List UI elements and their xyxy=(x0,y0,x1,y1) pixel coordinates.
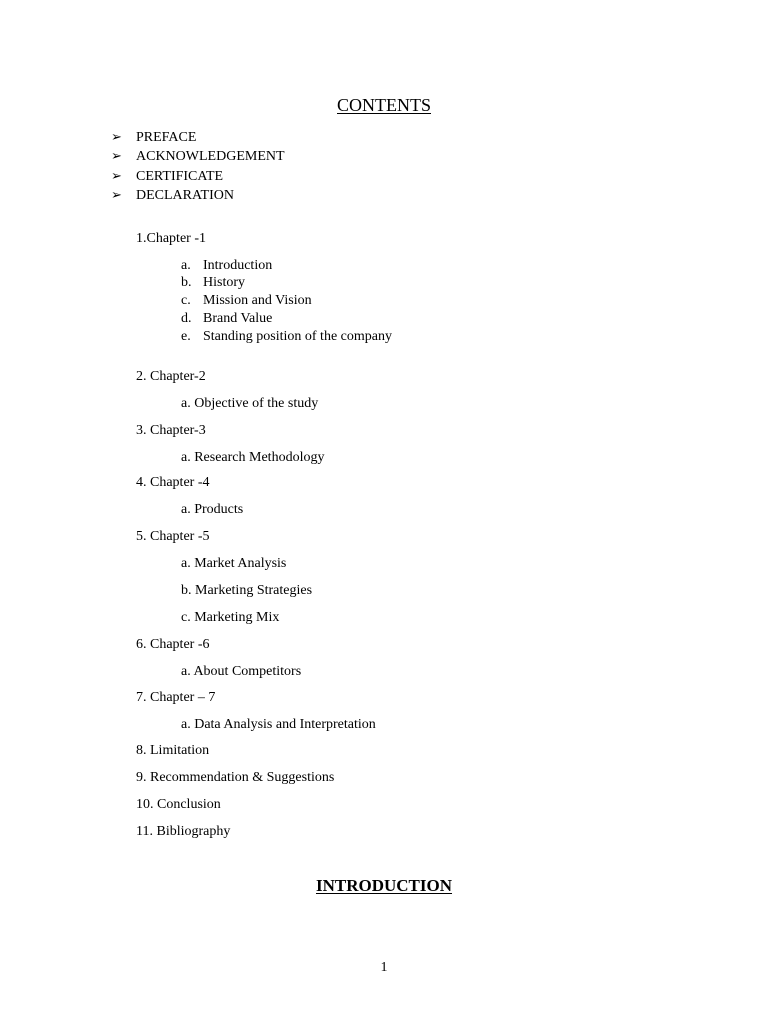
list-item: ➢ CERTIFICATE xyxy=(111,167,224,184)
arrow-bullet-icon: ➢ xyxy=(111,167,122,183)
arrow-bullet-icon: ➢ xyxy=(111,187,122,203)
list-item: ➢ DECLARATION xyxy=(111,187,234,204)
chapter-1-item: a. Introduction xyxy=(181,258,273,273)
chapter-7-title: 7. Chapter – 7 xyxy=(136,690,216,705)
bibliography-entry: 11. Bibliography xyxy=(136,824,231,839)
conclusion-entry: 10. Conclusion xyxy=(136,797,221,812)
chapter-4-item: a. Products xyxy=(181,502,244,517)
chapter-3-item: a. Research Methodology xyxy=(181,450,325,465)
chapter-2-title: 2. Chapter-2 xyxy=(136,369,206,384)
chapter-5-item: b. Marketing Strategies xyxy=(181,583,313,598)
chapter-5-item: c. Marketing Mix xyxy=(181,610,280,625)
arrow-bullet-icon: ➢ xyxy=(111,129,122,145)
chapter-7-item: a. Data Analysis and Interpretation xyxy=(181,717,376,732)
chapter-5-item: a. Market Analysis xyxy=(181,556,287,571)
list-item: ➢ ACKNOWLEDGEMENT xyxy=(111,148,285,165)
chapter-5-title: 5. Chapter -5 xyxy=(136,529,210,544)
chapter-1-title: 1.Chapter -1 xyxy=(136,231,206,246)
introduction-heading: INTRODUCTION xyxy=(315,876,453,895)
chapter-4-title: 4. Chapter -4 xyxy=(136,475,210,490)
arrow-bullet-icon: ➢ xyxy=(111,148,122,164)
chapter-6-item: a. About Competitors xyxy=(181,664,302,679)
list-item: ➢ PREFACE xyxy=(111,129,197,146)
front-matter-list xyxy=(111,128,285,205)
chapter-3-title: 3. Chapter-3 xyxy=(136,423,206,438)
contents-heading: CONTENTS xyxy=(337,95,431,115)
chapter-1-item: e. Standing position of the company xyxy=(181,329,392,344)
chapter-1-item: d. Brand Value xyxy=(181,311,273,326)
chapter-1-item: c. Mission and Vision xyxy=(181,293,312,308)
limitation-entry: 8. Limitation xyxy=(136,743,210,758)
chapter-2-item: a. Objective of the study xyxy=(181,396,319,411)
chapter-1-item: b. History xyxy=(181,275,245,290)
chapter-6-title: 6. Chapter -6 xyxy=(136,637,210,652)
recommendation-entry: 9. Recommendation & Suggestions xyxy=(136,770,335,785)
page-number: 1 xyxy=(380,960,388,975)
